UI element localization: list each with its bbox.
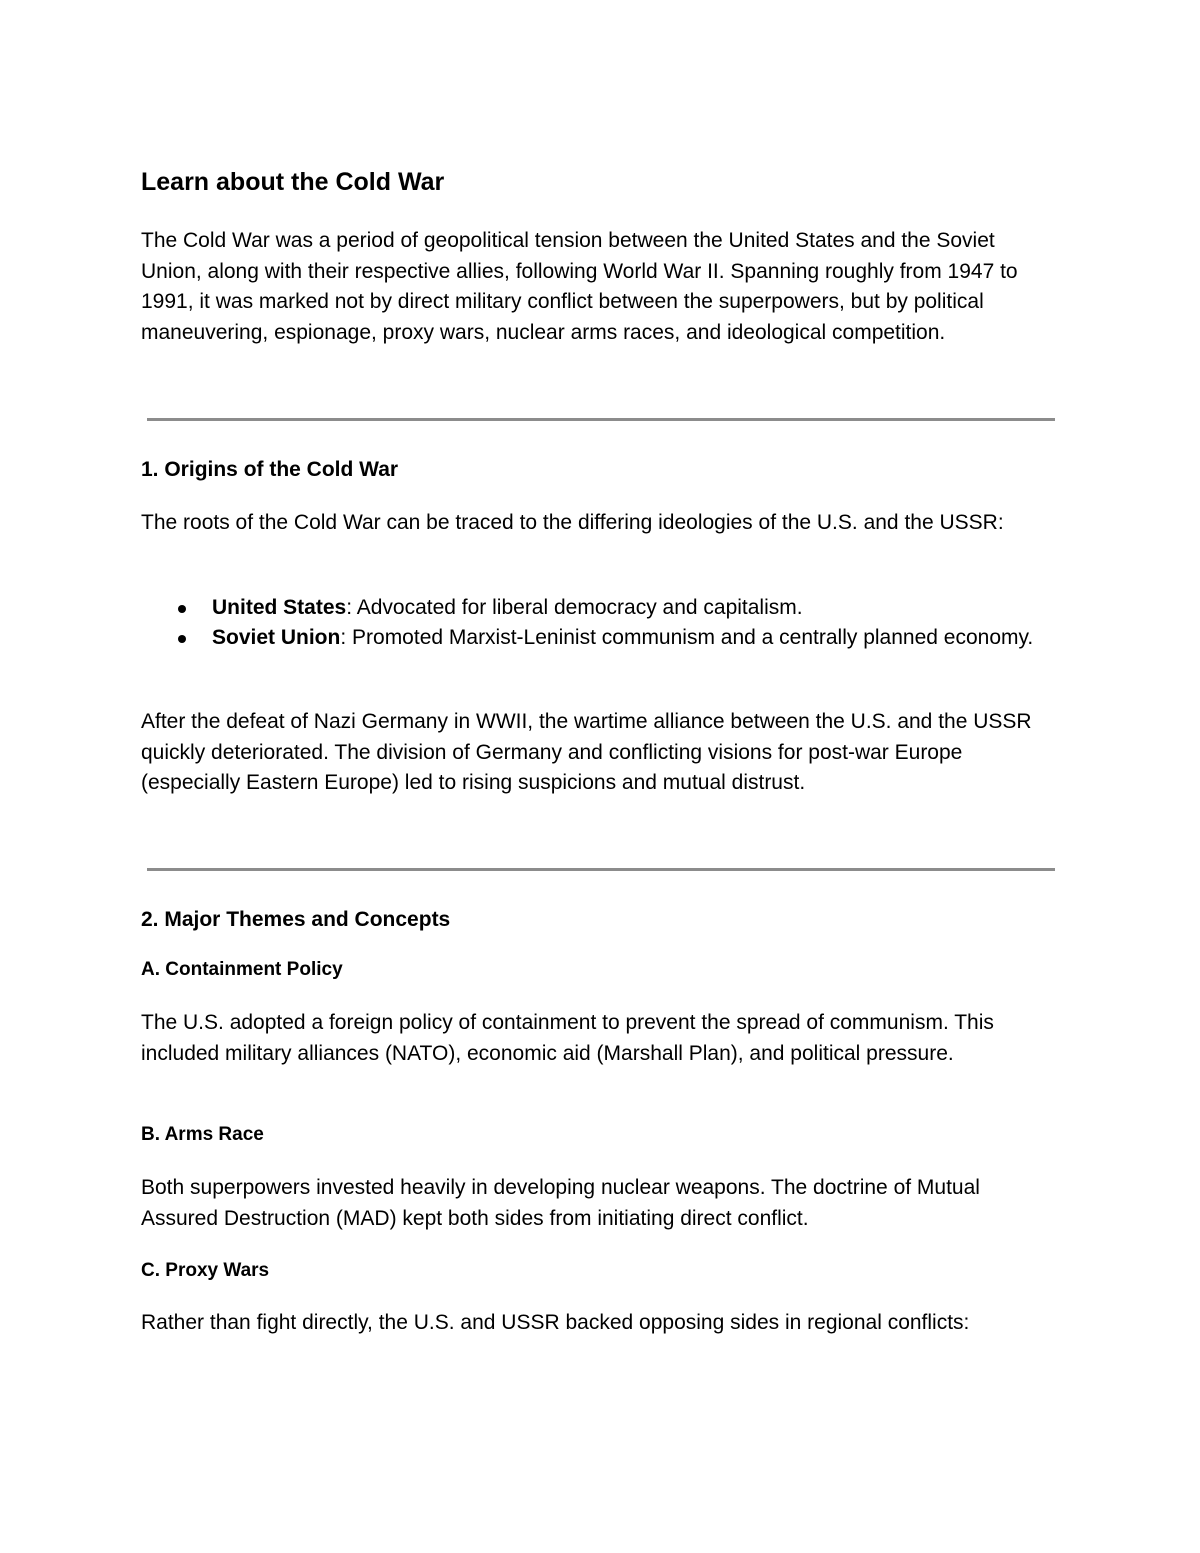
section-divider [147, 868, 1055, 871]
subsection-b-heading: B. Arms Race [141, 1124, 264, 1145]
subsection-c-heading: C. Proxy Wars [141, 1260, 270, 1281]
subsection-b-text: Both superpowers invested heavily in developing nuclear weapons. The doctrine of Mutual Assured Destruction (MAD) kept both sides from initiating direct conflict. [141, 1176, 980, 1230]
bullet-icon [178, 605, 186, 613]
section-1-heading: 1. Origins of the Cold War [141, 458, 399, 481]
list-item [141, 623, 1061, 653]
list-item-text: : Promoted Marxist-Leninist communism and a centrally planned economy. [340, 626, 1034, 649]
subsection-a-text: The U.S. adopted a foreign policy of containment to prevent the spread of communism. This included military alliances (NATO), economic aid (Marshall Plan), and political pressure. [141, 1011, 994, 1065]
page-title: Learn about the Cold War [141, 168, 445, 196]
ideology-list [141, 593, 1061, 653]
section-divider [147, 418, 1055, 421]
intro-paragraph: The Cold War was a period of geopolitical tension between the United States and the Soviet Union, along with their respective allies, following World War II. Spanning roughly from 1947 to 1991, it was marked not by direct military conflict between the superpowers, but by political maneuvering, espionage, proxy wars, nuclear arms races, and ideological competition. [141, 229, 1018, 344]
list-item-text: : Advocated for liberal democracy and capitalism. [346, 596, 803, 619]
bullet-icon [178, 635, 186, 643]
section-2-heading: 2. Major Themes and Concepts [141, 908, 451, 931]
subsection-a-heading: A. Containment Policy [141, 959, 343, 980]
list-item-term: United States [212, 596, 347, 619]
subsection-c-text: Rather than fight directly, the U.S. and USSR backed opposing sides in regional conflicts: [141, 1311, 970, 1334]
list-item [141, 593, 1061, 623]
section-1-lead: The roots of the Cold War can be traced to the differing ideologies of the U.S. and the USSR: [141, 511, 1004, 534]
section-1-closing: After the defeat of Nazi Germany in WWII, the wartime alliance between the U.S. and the USSR quickly deteriorated. The division of Germany and conflicting visions for post-war Europe (especially Eastern Europe) led to rising suspicions and mutual distrust. [141, 710, 1032, 794]
list-item-term: Soviet Union [212, 626, 341, 649]
